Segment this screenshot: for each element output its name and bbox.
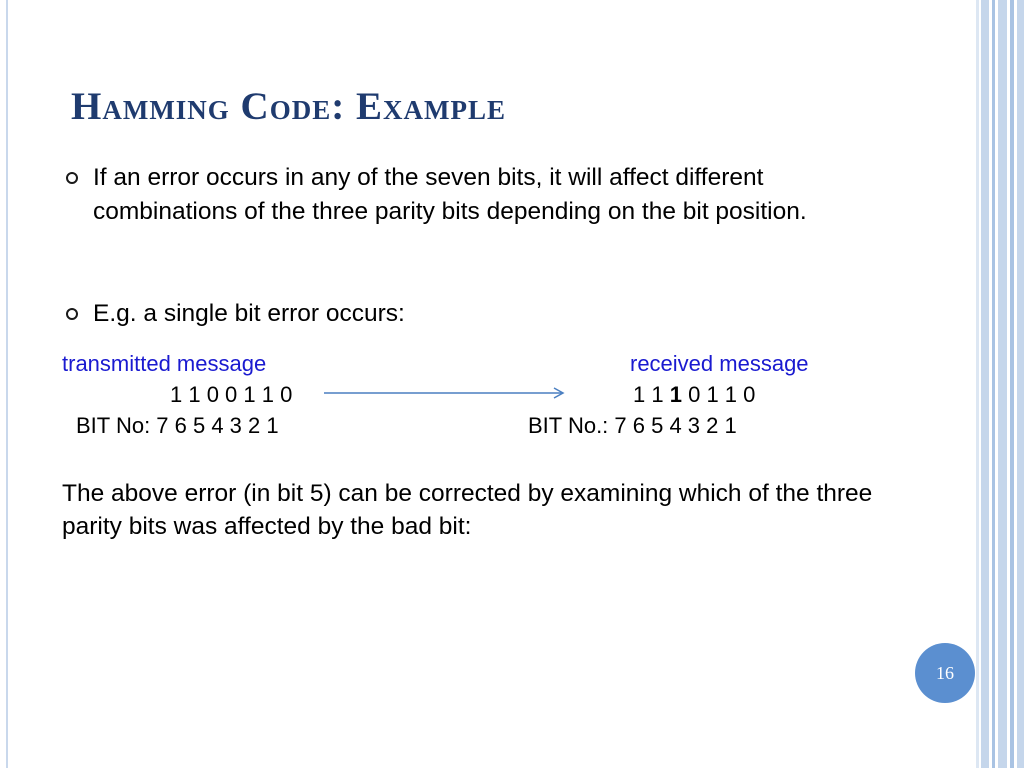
received-message-label: received message	[630, 351, 809, 376]
transmitted-message-label: transmitted message	[62, 351, 267, 376]
bullet-circle-icon	[66, 308, 78, 320]
left-border-rule	[6, 0, 8, 768]
received-bit-numbers: BIT No.: 7 6 5 4 3 2 1	[528, 413, 737, 438]
right-decorative-stripes	[976, 0, 1024, 768]
transmitted-bits: 1 1 0 0 1 1 0	[170, 382, 293, 407]
bullet-text: E.g. a single bit error occurs:	[93, 300, 405, 327]
received-bits	[633, 381, 755, 409]
page-number-badge: 16	[915, 643, 975, 703]
received-bits-before: 1 1	[633, 382, 664, 407]
bullet-text: If an error occurs in any of the seven bits, it will affect different combinations of the three parity bits depending on the bit position.	[93, 164, 807, 225]
slide-title: Hamming Code: Example	[71, 85, 506, 128]
conclusion-paragraph: The above error (in bit 5) can be corrected by examining which of the three parity bits was affected by the bad bit:	[62, 480, 873, 540]
transmitted-bit-numbers: BIT No: 7 6 5 4 3 2 1	[76, 413, 279, 438]
received-bits-after: 0 1 1 0	[688, 382, 756, 407]
arrow-right-icon	[320, 385, 570, 401]
error-bit: 1	[669, 382, 682, 407]
bullet-circle-icon	[66, 172, 78, 184]
